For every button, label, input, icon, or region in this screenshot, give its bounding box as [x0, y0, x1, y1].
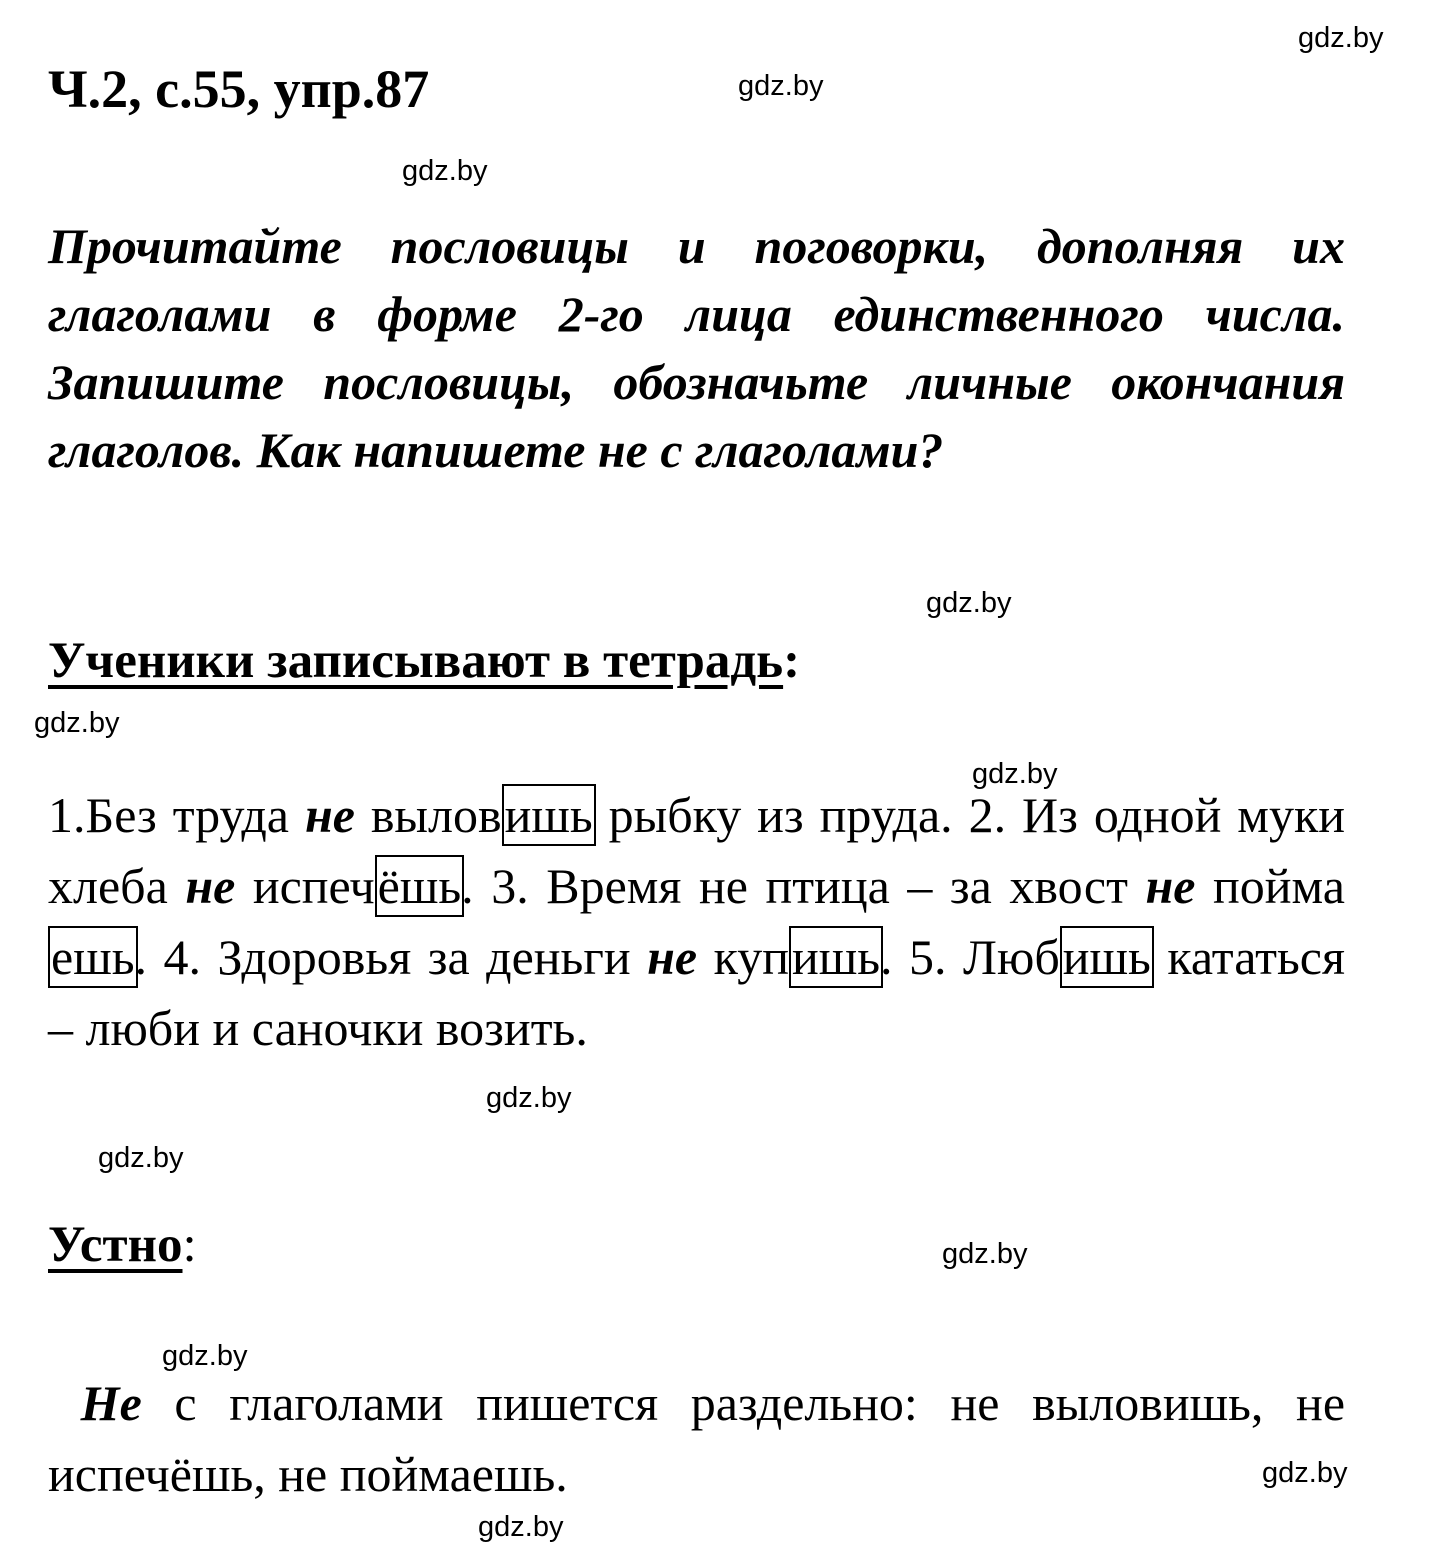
answer-part: . 3. Время не птица – за хвост [461, 858, 1146, 914]
answer-part: . 4. Здоровья за деньги [134, 929, 648, 985]
section-title-oral [48, 1217, 197, 1273]
answer-part: пойма [1195, 858, 1345, 914]
answer-part: куп [697, 929, 789, 985]
watermark-11: gdz.by [1262, 1457, 1348, 1489]
oral-answer-text: с глаголами пишется раздельно: не выловишь, не испечёшь, не поймаешь. [48, 1375, 1346, 1502]
section-title-written [48, 633, 801, 689]
watermark-8: gdz.by [98, 1142, 184, 1174]
section-title-written-colon: : [783, 633, 801, 689]
answer-part: 1.Без труда [48, 787, 305, 843]
watermark-1: gdz.by [1298, 22, 1384, 54]
particle-ne: Не [80, 1375, 142, 1431]
watermark-5: gdz.by [34, 707, 120, 739]
task-instructions: Прочитайте пословицы и поговорки, дополняя их глаголами в форме 2-го лица единственного числа. Запишите пословицы, обозначьте личные окончания глаголов. Как напишете не с глаголами? [48, 218, 1345, 478]
page-title: Ч.2, с.55, упр.87 [48, 59, 430, 119]
watermark-12: gdz.by [478, 1511, 564, 1543]
answer-part: рыбку из пруда. 2. Из одной муки хлеба [48, 787, 1345, 914]
watermark-7: gdz.by [486, 1082, 572, 1114]
watermark-4: gdz.by [926, 587, 1012, 619]
watermark-10: gdz.by [162, 1340, 248, 1372]
answer-part: кататься – люби и саночки возить. [48, 929, 1345, 1056]
verb-ending-box: ешь [48, 926, 138, 988]
oral-answer [48, 1368, 1348, 1510]
answer-part: вылов [354, 787, 502, 843]
answer-part: испеч [235, 858, 375, 914]
section-title-oral-colon: : [182, 1217, 197, 1273]
watermark-9: gdz.by [942, 1238, 1028, 1270]
verb-ending-box: ишь [789, 926, 883, 988]
section-title-written-text: Ученики записывают в тетрадь [48, 633, 784, 689]
verb-ending-box: ёшь [375, 855, 465, 917]
verb-ending-box: ишь [502, 784, 596, 846]
watermark-3: gdz.by [402, 155, 488, 187]
particle-ne: не [185, 858, 236, 914]
answer-part: . 5. Люб [880, 929, 1060, 985]
section-title-oral-text: Устно [48, 1217, 183, 1273]
answer-text [48, 780, 1345, 1064]
particle-ne: не [304, 787, 355, 843]
watermark-2: gdz.by [738, 70, 824, 102]
particle-ne: не [647, 929, 698, 985]
verb-ending-box: ишь [1060, 926, 1154, 988]
particle-ne: не [1145, 858, 1196, 914]
watermark-6: gdz.by [972, 758, 1058, 790]
